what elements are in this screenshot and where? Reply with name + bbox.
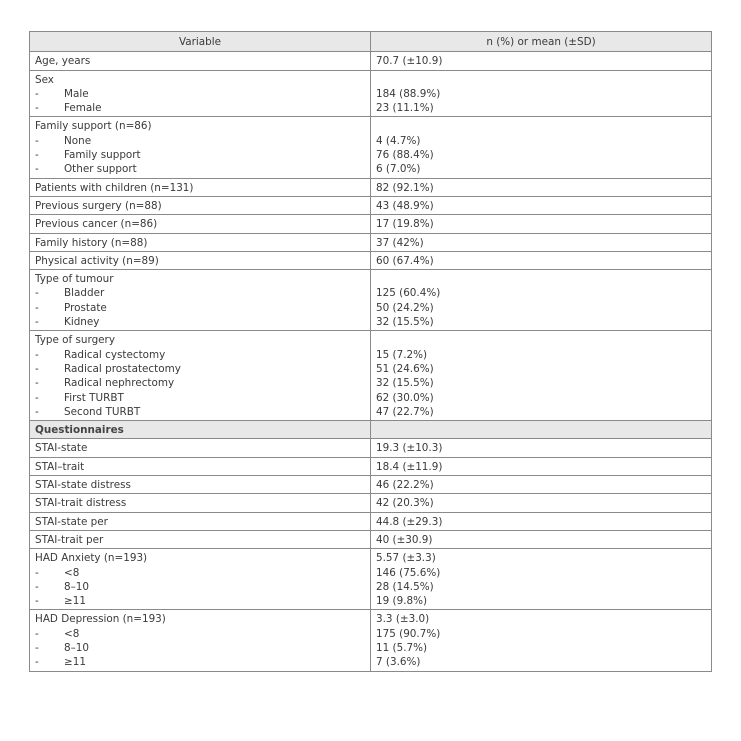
sub-item-label: 8–10	[64, 580, 90, 593]
sub-item	[35, 301, 365, 315]
table-row	[30, 117, 712, 178]
table-body	[30, 52, 712, 671]
header-variable: Variable	[30, 32, 371, 52]
sub-item	[35, 594, 365, 608]
sub-item-value: 15 (7.2%)	[376, 348, 428, 361]
variable-value: 42 (20.3%)	[376, 497, 434, 510]
sub-item	[35, 362, 365, 376]
table-row	[30, 457, 712, 475]
dash-marker: -	[35, 163, 39, 176]
variable-value: 37 (42%)	[376, 236, 424, 249]
table-row	[30, 52, 712, 70]
value-cell	[371, 421, 712, 439]
dash-marker: -	[35, 362, 39, 375]
table-row	[30, 196, 712, 214]
sub-item-value: 7 (3.6%)	[376, 656, 421, 669]
sub-item-value: 62 (30.0%)	[376, 391, 434, 404]
variable-value: 44.8 (±29.3)	[376, 515, 443, 528]
sub-item-value: 146 (75.6%)	[376, 566, 441, 579]
variable-cell	[30, 476, 371, 494]
variable-label: Previous surgery (n=88)	[35, 199, 162, 212]
sub-item	[35, 580, 365, 594]
sub-item-value: 28 (14.5%)	[376, 580, 434, 593]
sub-item-label: Radical prostatectomy	[64, 362, 181, 375]
table-row	[30, 530, 712, 548]
dash-marker: -	[35, 627, 39, 640]
variable-value: 40 (±30.9)	[376, 533, 433, 546]
variable-value: 17 (19.8%)	[376, 218, 434, 231]
sub-item-label: ≥11	[64, 595, 86, 608]
header-value: n (%) or mean (±SD)	[371, 32, 712, 52]
variable-cell	[30, 233, 371, 251]
variable-cell	[30, 70, 371, 117]
dash-marker: -	[35, 87, 39, 100]
table-row	[30, 331, 712, 421]
sub-item-value: 19 (9.8%)	[376, 595, 428, 608]
value-cell	[371, 215, 712, 233]
variable-value: 5.57 (±3.3)	[376, 552, 436, 565]
variable-label: Previous cancer (n=86)	[35, 218, 158, 231]
variable-value: 82 (92.1%)	[376, 181, 434, 194]
value-cell	[371, 70, 712, 117]
sub-item-value: 32 (15.5%)	[376, 316, 434, 329]
dash-marker: -	[35, 580, 39, 593]
variable-label: Family history (n=88)	[35, 236, 148, 249]
sub-item-value: 4 (4.7%)	[376, 134, 421, 147]
sub-item-value: 51 (24.6%)	[376, 362, 434, 375]
value-cell	[371, 549, 712, 610]
sub-item	[35, 348, 365, 362]
sub-item	[35, 315, 365, 329]
dash-marker: -	[35, 405, 39, 418]
sub-item-value: 23 (11.1%)	[376, 102, 434, 115]
dash-marker: -	[35, 287, 39, 300]
table-row	[30, 439, 712, 457]
sub-item	[35, 405, 365, 419]
variable-cell	[30, 270, 371, 331]
variable-cell	[30, 530, 371, 548]
sub-item-label: <8	[64, 627, 80, 640]
dash-marker: -	[35, 391, 39, 404]
sub-item-value: 175 (90.7%)	[376, 627, 441, 640]
sub-item-value: 184 (88.9%)	[376, 87, 441, 100]
variable-label: Patients with children (n=131)	[35, 181, 194, 194]
sub-item-label: Radical cystectomy	[64, 348, 166, 361]
sub-item	[35, 641, 365, 655]
blank-line	[376, 272, 706, 286]
sub-item	[35, 627, 365, 641]
value-cell	[371, 530, 712, 548]
table-row	[30, 494, 712, 512]
value-cell	[371, 494, 712, 512]
variable-cell	[30, 331, 371, 421]
sub-item-label: Second TURBT	[64, 405, 141, 418]
variable-cell	[30, 178, 371, 196]
sub-item-value: 32 (15.5%)	[376, 377, 434, 390]
sub-item-label: Radical nephrectomy	[64, 377, 175, 390]
dash-marker: -	[35, 348, 39, 361]
variable-cell	[30, 196, 371, 214]
variable-value: 18.4 (±11.9)	[376, 460, 443, 473]
variable-cell	[30, 117, 371, 178]
value-cell	[371, 610, 712, 671]
table-row	[30, 549, 712, 610]
variable-cell	[30, 512, 371, 530]
value-cell	[371, 331, 712, 421]
variable-value: 19.3 (±10.3)	[376, 442, 443, 455]
variable-cell	[30, 52, 371, 70]
variable-cell	[30, 494, 371, 512]
table-row	[30, 270, 712, 331]
sub-item-label: Prostate	[64, 301, 107, 314]
variable-label: Type of tumour	[35, 273, 114, 286]
table-row	[30, 70, 712, 117]
sub-item-value: 76 (88.4%)	[376, 149, 434, 162]
sub-item-value: 47 (22.7%)	[376, 405, 434, 418]
sub-item	[35, 101, 365, 115]
blank-line	[376, 73, 706, 87]
variable-label: Age, years	[35, 55, 91, 68]
sub-item-value: 125 (60.4%)	[376, 287, 441, 300]
sub-item-value: 6 (7.0%)	[376, 163, 421, 176]
variable-cell	[30, 439, 371, 457]
sub-item-label: Male	[64, 87, 89, 100]
table-row	[30, 610, 712, 671]
variable-label: Physical activity (n=89)	[35, 254, 159, 267]
value-cell	[371, 196, 712, 214]
dash-marker: -	[35, 301, 39, 314]
value-cell	[371, 512, 712, 530]
value-cell	[371, 251, 712, 269]
value-cell	[371, 178, 712, 196]
sub-item-label: Kidney	[64, 316, 100, 329]
table-header-row	[30, 32, 712, 52]
value-cell	[371, 117, 712, 178]
variable-cell	[30, 549, 371, 610]
variable-value: 70.7 (±10.9)	[376, 55, 443, 68]
dash-marker: -	[35, 134, 39, 147]
value-cell	[371, 52, 712, 70]
sub-item-label: None	[64, 134, 92, 147]
sub-item-label: Bladder	[64, 287, 105, 300]
variable-label: STAI-trait distress	[35, 497, 127, 510]
patient-characteristics-table	[29, 31, 712, 672]
value-cell	[371, 457, 712, 475]
sub-item-label: Female	[64, 102, 102, 115]
dash-marker: -	[35, 102, 39, 115]
sub-item-label: Other support	[64, 163, 137, 176]
variable-label: STAI–trait	[35, 460, 85, 473]
variable-label: STAI-state distress	[35, 479, 131, 492]
variable-value: 46 (22.2%)	[376, 479, 434, 492]
sub-item-label: ≥11	[64, 656, 86, 669]
value-cell	[371, 270, 712, 331]
sub-item	[35, 566, 365, 580]
sub-item-value: 11 (5.7%)	[376, 641, 428, 654]
sub-item	[35, 376, 365, 390]
dash-marker: -	[35, 566, 39, 579]
sub-item	[35, 391, 365, 405]
variable-cell	[30, 610, 371, 671]
sub-item	[35, 87, 365, 101]
table-row	[30, 178, 712, 196]
dash-marker: -	[35, 641, 39, 654]
dash-marker: -	[35, 316, 39, 329]
sub-item-label: 8–10	[64, 641, 90, 654]
variable-label: Family support (n=86)	[35, 120, 152, 133]
blank-line	[376, 119, 706, 133]
sub-item-label: Family support	[64, 149, 141, 162]
sub-item	[35, 655, 365, 669]
variable-label: STAI-trait per	[35, 533, 104, 546]
value-cell	[371, 439, 712, 457]
dash-marker: -	[35, 149, 39, 162]
variable-cell	[30, 457, 371, 475]
sub-item-value: 50 (24.2%)	[376, 301, 434, 314]
variable-value: 60 (67.4%)	[376, 254, 434, 267]
table-row	[30, 251, 712, 269]
value-cell	[371, 233, 712, 251]
variable-cell	[30, 215, 371, 233]
variable-label: Sex	[35, 73, 54, 86]
sub-item	[35, 148, 365, 162]
table-row	[30, 233, 712, 251]
dash-marker: -	[35, 377, 39, 390]
sub-item-label: First TURBT	[64, 391, 124, 404]
value-cell	[371, 476, 712, 494]
dash-marker: -	[35, 656, 39, 669]
variable-cell	[30, 421, 371, 439]
variable-label: STAI-state	[35, 442, 88, 455]
variable-label: HAD Depression (n=193)	[35, 613, 166, 626]
variable-label: STAI-state per	[35, 515, 108, 528]
table-row	[30, 512, 712, 530]
sub-item	[35, 134, 365, 148]
section-row	[30, 421, 712, 439]
variable-cell	[30, 251, 371, 269]
variable-value: 43 (48.9%)	[376, 199, 434, 212]
sub-item	[35, 162, 365, 176]
sub-item-label: <8	[64, 566, 80, 579]
variable-label: HAD Anxiety (n=193)	[35, 552, 148, 565]
sub-item	[35, 286, 365, 300]
table-row	[30, 215, 712, 233]
dash-marker: -	[35, 595, 39, 608]
variable-value: 3.3 (±3.0)	[376, 613, 430, 626]
blank-line	[376, 333, 706, 347]
variable-label: Questionnaires	[35, 424, 124, 437]
variable-label: Type of surgery	[35, 334, 115, 347]
table-row	[30, 476, 712, 494]
